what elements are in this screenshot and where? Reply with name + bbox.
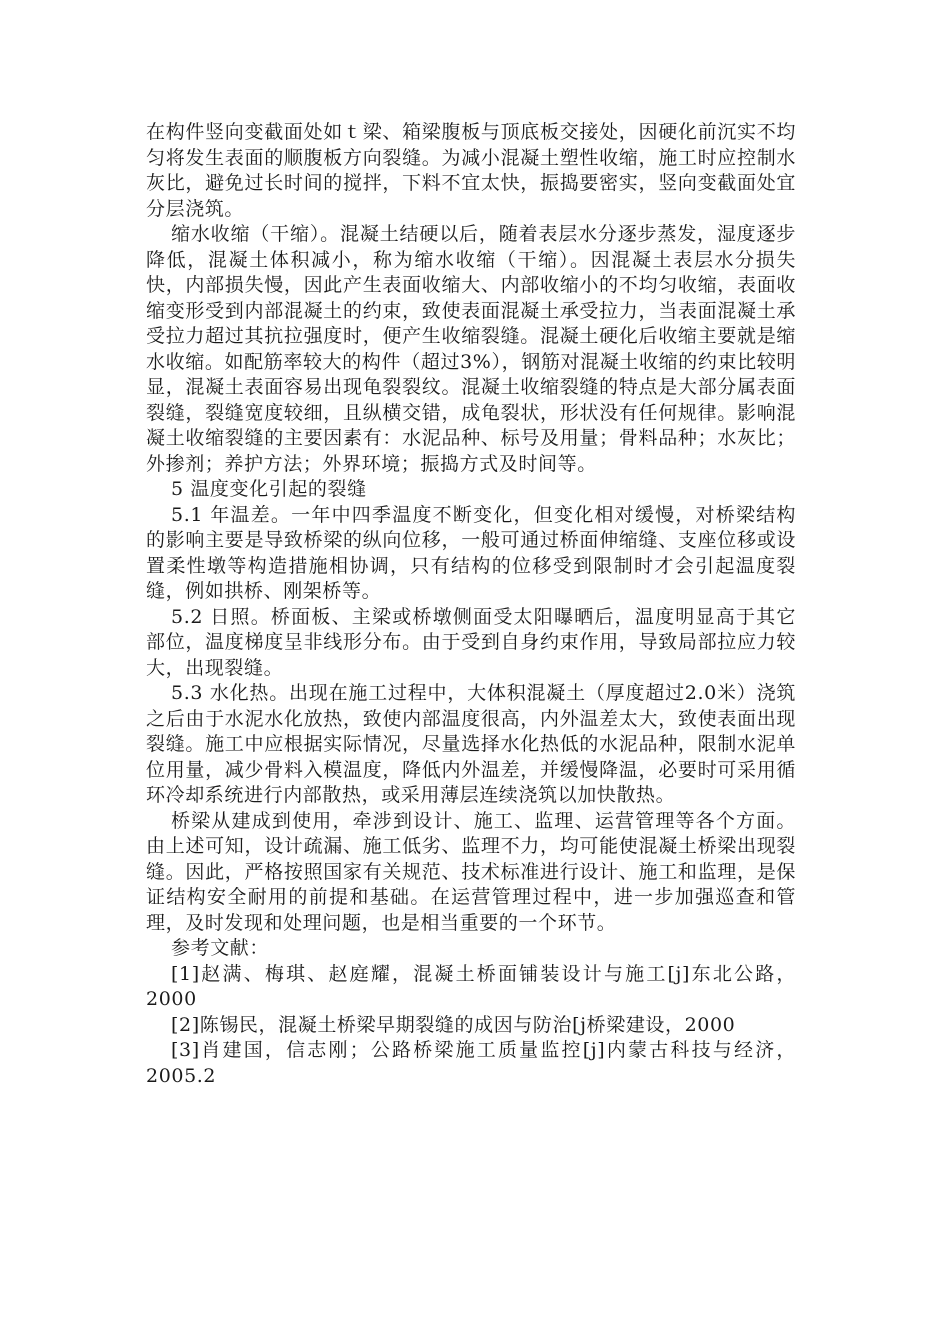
reference-item: [2]陈锡民，混凝土桥梁早期裂缝的成因与防治[j桥梁建设，2000: [171, 1013, 736, 1036]
document-body: [146, 120, 796, 1089]
section-heading-temperature-cracks: 5 温度变化引起的裂缝: [171, 478, 367, 500]
paragraph-sunshine: 5.2 日照。桥面板、主梁或桥墩侧面受太阳曝晒后，温度明显高于其它部位，温度梯度呈非线形分布。由于受到自身约束作用，导致局部拉应力较大，出现裂缝。: [146, 605, 796, 679]
reference-item: [1]赵满、梅琪、赵庭耀，混凝土桥面铺装设计与施工[j]东北公路，2000: [146, 962, 796, 1010]
paragraph-plastic-shrinkage-continued: 在构件竖向变截面处如ｔ梁、箱梁腹板与顶底板交接处，因硬化前沉实不均匀将发生表面的顺腹板方向裂缝。为减小混凝土塑性收缩，施工时应控制水灰比，避免过长时间的搅拌，下料不宜太快，振捣要密实，竖向变截面处宜分层浇筑。: [146, 121, 796, 220]
paragraph-annual-temperature: 5.1 年温差。一年中四季温度不断变化，但变化相对缓慢，对桥梁结构的影响主要是导致桥梁的纵向位移，一般可通过桥面伸缩缝、支座位移或设置柔性墩等构造措施相协调，只有结构的位移受到限制时才会引起温度裂缝，例如拱桥、刚架桥等。: [146, 503, 796, 602]
paragraph-conclusion: 桥梁从建成到使用，牵涉到设计、施工、监理、运营管理等各个方面。由上述可知，设计疏漏、施工低劣、监理不力，均可能使混凝土桥梁出现裂缝。因此，严格按照国家有关规范、技术标准进行设计、施工和监理，是保证结构安全耐用的前提和基础。在运营管理过程中，进一步加强巡查和管理，及时发现和处理问题，也是相当重要的一个环节。: [146, 809, 796, 934]
paragraph-drying-shrinkage: 缩水收缩（干缩）。混凝土结硬以后，随着表层水分逐步蒸发，湿度逐步降低，混凝土体积减小，称为缩水收缩（干缩）。因混凝土表层水分损失快，内部损失慢，因此产生表面收缩大、内部收缩小的不均匀收缩，表面收缩变形受到内部混凝土的约束，致使表面混凝土承受拉力，当表面混凝土承受拉力超过其抗拉强度时，便产生收缩裂缝。混凝土硬化后收缩主要就是缩水收缩。如配筋率较大的构件（超过3%），钢筋对混凝土收缩的约束比较明显，混凝土表面容易出现龟裂裂纹。混凝土收缩裂缝的特点是大部分属表面裂缝，裂缝宽度较细，且纵横交错，成龟裂状，形状没有任何规律。影响混凝土收缩裂缝的主要因素有：水泥品种、标号及用量；骨料品种；水灰比；外掺剂；养护方法；外界环境；振捣方式及时间等。: [146, 223, 796, 475]
references-heading: 参考文献：: [171, 937, 270, 959]
paragraph-hydration-heat: 5.3 水化热。出现在施工过程中，大体积混凝土（厚度超过2.0米）浇筑之后由于水泥水化放热，致使内部温度很高，内外温差太大，致使表面出现裂缝。施工中应根据实际情况，尽量选择水化热低的水泥品种，限制水泥单位用量，减少骨料入模温度，降低内外温差，并缓慢降温，必要时可采用循环冷却系统进行内部散热，或采用薄层连续浇筑以加快散热。: [146, 682, 796, 806]
reference-item: [3]肖建国，信志刚；公路桥梁施工质量监控[j]内蒙古科技与经济，2005.2: [146, 1039, 796, 1087]
